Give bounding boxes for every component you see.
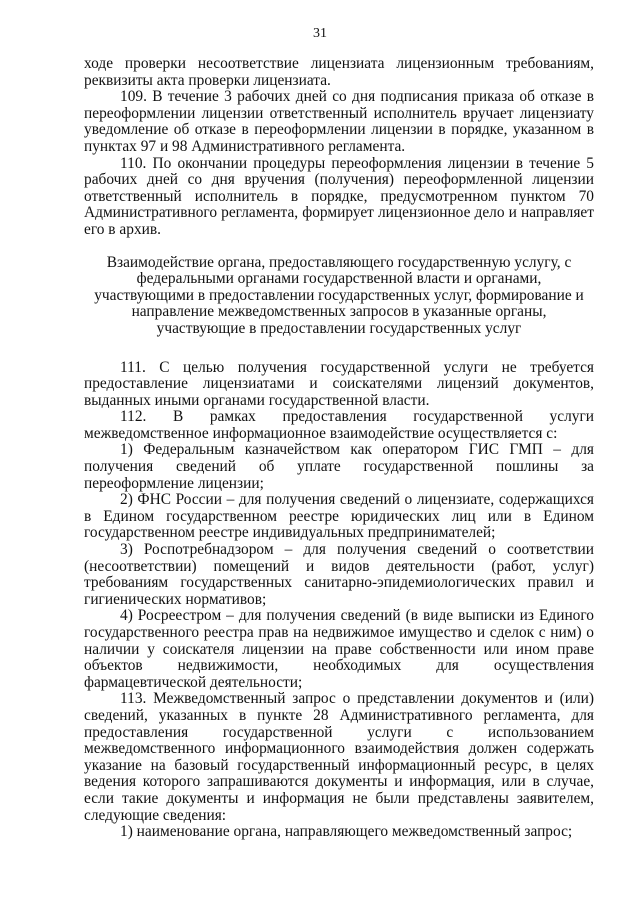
paragraph-112-item-4: 4) Росреестром – для получения сведений (в виде выписки из Единого государственного реестра прав на недвижимое имущество и сделок с ним) о наличии у соискателя лицензии на праве собственности или ином праве объектов недвижимости, необходимых для осуществления фармацевтической деятельности; xyxy=(84,607,594,691)
spacer xyxy=(84,338,594,360)
page-number: 31 xyxy=(313,26,327,41)
paragraph-110: 110. По окончании процедуры переоформления лицензии в течение 5 рабочих дней со дня вручения (получения) переоформленной лицензии ответственный исполнитель в порядке, предусмотренном пунктом 70 Административного регламента, формирует лицензионное дело и направляет его в архив. xyxy=(84,154,594,238)
paragraph-112-item-1: 1) Федеральным казначейством как оператором ГИС ГМП – для получения сведений об уплате государственной пошлины за переоформление лицензии; xyxy=(84,441,594,492)
paragraph-113-item-1: 1) наименование органа, направляющего межведомственный запрос; xyxy=(120,823,573,841)
paragraph-111: 111. С целью получения государственной услуги не требуется предоставление лицензиатами и соискателями лицензий документов, выданных иными органами государственной власти. xyxy=(84,358,594,409)
spacer xyxy=(84,239,594,255)
paragraph-109: 109. В течение 3 рабочих дней со дня подписания приказа об отказе в переоформлении лицензии ответственный исполнитель вручает лицензиату уведомление об отказе в переоформлении лицензии в порядке, указанном в пунктах 97 и 98 Административного регламента. xyxy=(84,88,594,155)
paragraph-112-item-3: 3) Роспотребнадзором – для получения сведений о соответствии (несоответствии) помещений и видов деятельности (работ, услуг) требованиям государственных санитарно-эпидемиологических правил и гигиенических нормативов; xyxy=(84,541,594,608)
paragraph-113: 113. Межведомственный запрос о представлении документов и (или) сведений, указанных в пункте 28 Административного регламента, для предоставления государственной услуги с использованием межведомственного информационного взаимодействия должен содержать указание на базовый государственный информационный ресурс, в целях ведения которого запрашиваются документы и информация, или в случае, если такие документы и информация не были представлены заявителем, следующие сведения: xyxy=(84,690,594,824)
paragraph-112-item-2: 2) ФНС России – для получения сведений о лицензиате, содержащихся в Едином государственном реестре юридических лиц или в Едином государственном реестре индивидуальных предпринимателей; xyxy=(84,491,594,542)
paragraph-112: 112. В рамках предоставления государственной услуги межведомственное информационное взаимодействие осуществляется с: xyxy=(84,408,594,442)
section-heading: Взаимодействие органа, предоставляющего государственную услугу, с федеральными органами государственной власти и органами, участвующими в предоставлении государственных услуг, формирование и направление межведомственных запросов в указанные органы, участвующие в предоставлении государственных услуг xyxy=(94,253,584,337)
paragraph-continuation: ходе проверки несоответствие лицензиата лицензионным требованиям, реквизиты акта проверки лицензиата. xyxy=(84,55,594,89)
document-body xyxy=(84,56,594,841)
